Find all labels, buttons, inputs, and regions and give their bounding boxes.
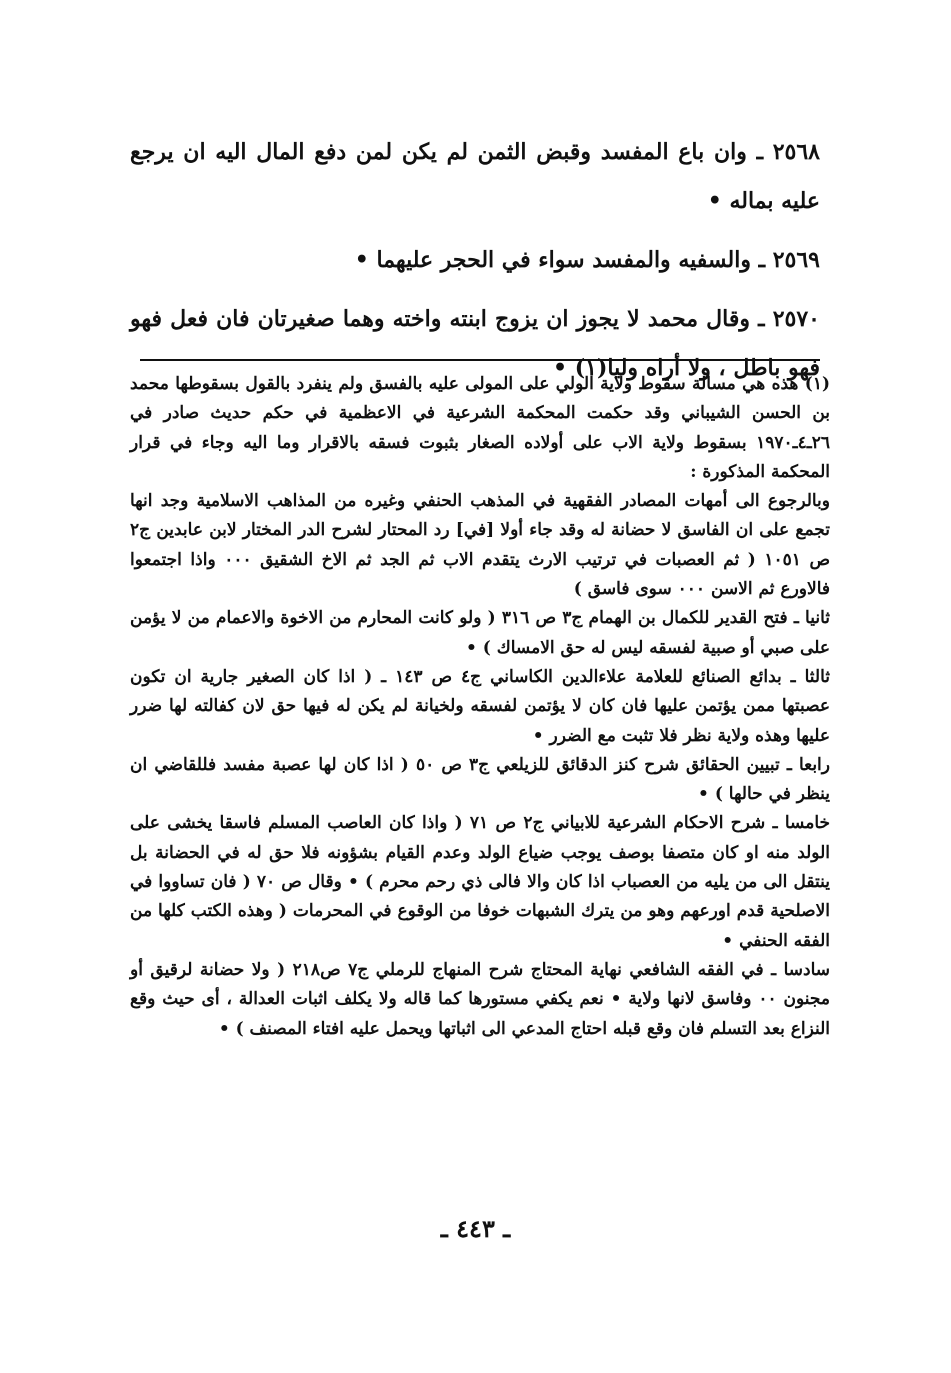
footnote-fifth-source: خامسا ـ شرح الاحكام الشرعية للابياني ج٢ ص ٧١ ( واذا كان العاصب المسلم فاسقا يخشى على الولد منه او كان متصفا بوصف يوجب ضياع الولد وعدم القيام بشؤونه فلا حق له في الحضانة بل ينتقل الى من يليه من العصباب اذا كان والا فالى ذي رحم محرم ) • وقال ص ٧٠ ( فان تساووا في الاصلحية قدم اورعهم وهو من يترك الشبهات خوفا من الوقوع في المحرمات ( وهذه الكتب كلها من الفقه الحنفي • <box>130 813 831 951</box>
paragraph-2568: ٢٥٦٨ ـ وان باع المفسد وقبض الثمن لم يكن لمن دفع المال اليه ان يرجع عليه بماله • <box>130 139 820 214</box>
footnote-intro: (١) هذه هي مسالة سقوط ولاية الولي على المولى عليه بالفسق ولم ينفرد بالقول بسقوطها محمد بن الحسن الشيباني وقد حكمت المحكمة الشرعية في الاعظمية في حكم حديث صادر في ٢٦ـ٤ـ١٩٧٠ بسقوط ولاية الاب على أولاده الصغار بثبوت فسقه بالاقرار وما اليه وجاء في قرار المحكمة المذكورة : <box>130 374 830 482</box>
paragraph-2569: ٢٥٦٩ ـ والسفيه والمفسد سواء في الحجر عليهما • <box>354 247 820 273</box>
footnote-sixth-source: سادسا ـ في الفقه الشافعي نهاية المحتاج شرح المنهاج للرملي ج٧ ص٢١٨ ( ولا حضانة لرقيق أو مجنون ٠٠ وفاسق لانها ولاية • نعم يكفي مستورها كما قاله ولا يكلف اثبات العدالة ، أى حيث وقع النزاع بعد التسلم فان وقع قبله احتاج المدعي الى اثباتها ويحمل عليه افتاء المصنف ) • <box>130 959 830 1039</box>
main-text-block <box>130 128 820 393</box>
footnote-first-source: وبالرجوع الى أمهات المصادر الفقهية في المذهب الحنفي وغيره من المذاهب الاسلامية وجد انها تجمع على ان الفاسق لا حضانة له وقد جاء أولا [في] رد المحتار لشرح الدر المختار لابن عابدين ج٢ ص ١٠٥١ ( ثم العصبات في ترتيب الارث يتقدم الاب ثم الجد ثم الاخ الشقيق ٠٠٠ واذا اجتمعوا فالاورع ثم الاسن ٠٠٠ سوى فاسق ) <box>130 491 830 600</box>
footnotes-block <box>130 370 830 1044</box>
footnote-third-source: ثالثا ـ بدائع الصنائع للعلامة علاءالدين الكاساني ج٤ ص ١٤٣ ـ ( اذا كان الصغير جارية ان تكون عصبتها ممن يؤتمن عليها فان كان لا يؤتمن لفسقه ولخيانة لم يكن له فيها حق لان كفالته لها ضرر عليها وهذه ولاية نظر فلا تثبت مع الضرر • <box>130 666 831 746</box>
footnote-second-source: ثانيا ـ فتح القدير للكمال بن الهمام ج٣ ص ٣١٦ ( ولو كانت المحارم من الاخوة والاعمام من لا يؤمن على صبي أو صبية لفسقه ليس له حق الامساك ) • <box>130 608 830 658</box>
paragraph-2570: ٢٥٧٠ ـ وقال محمد لا يجوز ان يزوج ابنته واخته وهما صغيرتان فان فعل فهو فهو باطل ، ولا أراه وليا(١) • <box>130 306 820 381</box>
footnote-fourth-source: رابعا ـ تبيين الحقائق شرح كنز الدقائق للزيلعي ج٣ ص ٥٠ ( اذا كان لها عصبة مفسد فللقاضي ان ينظر في حالها ) • <box>130 754 830 805</box>
page-number: ـ ٤٤٣ ـ <box>440 1214 511 1243</box>
footnote-separator <box>140 359 820 361</box>
